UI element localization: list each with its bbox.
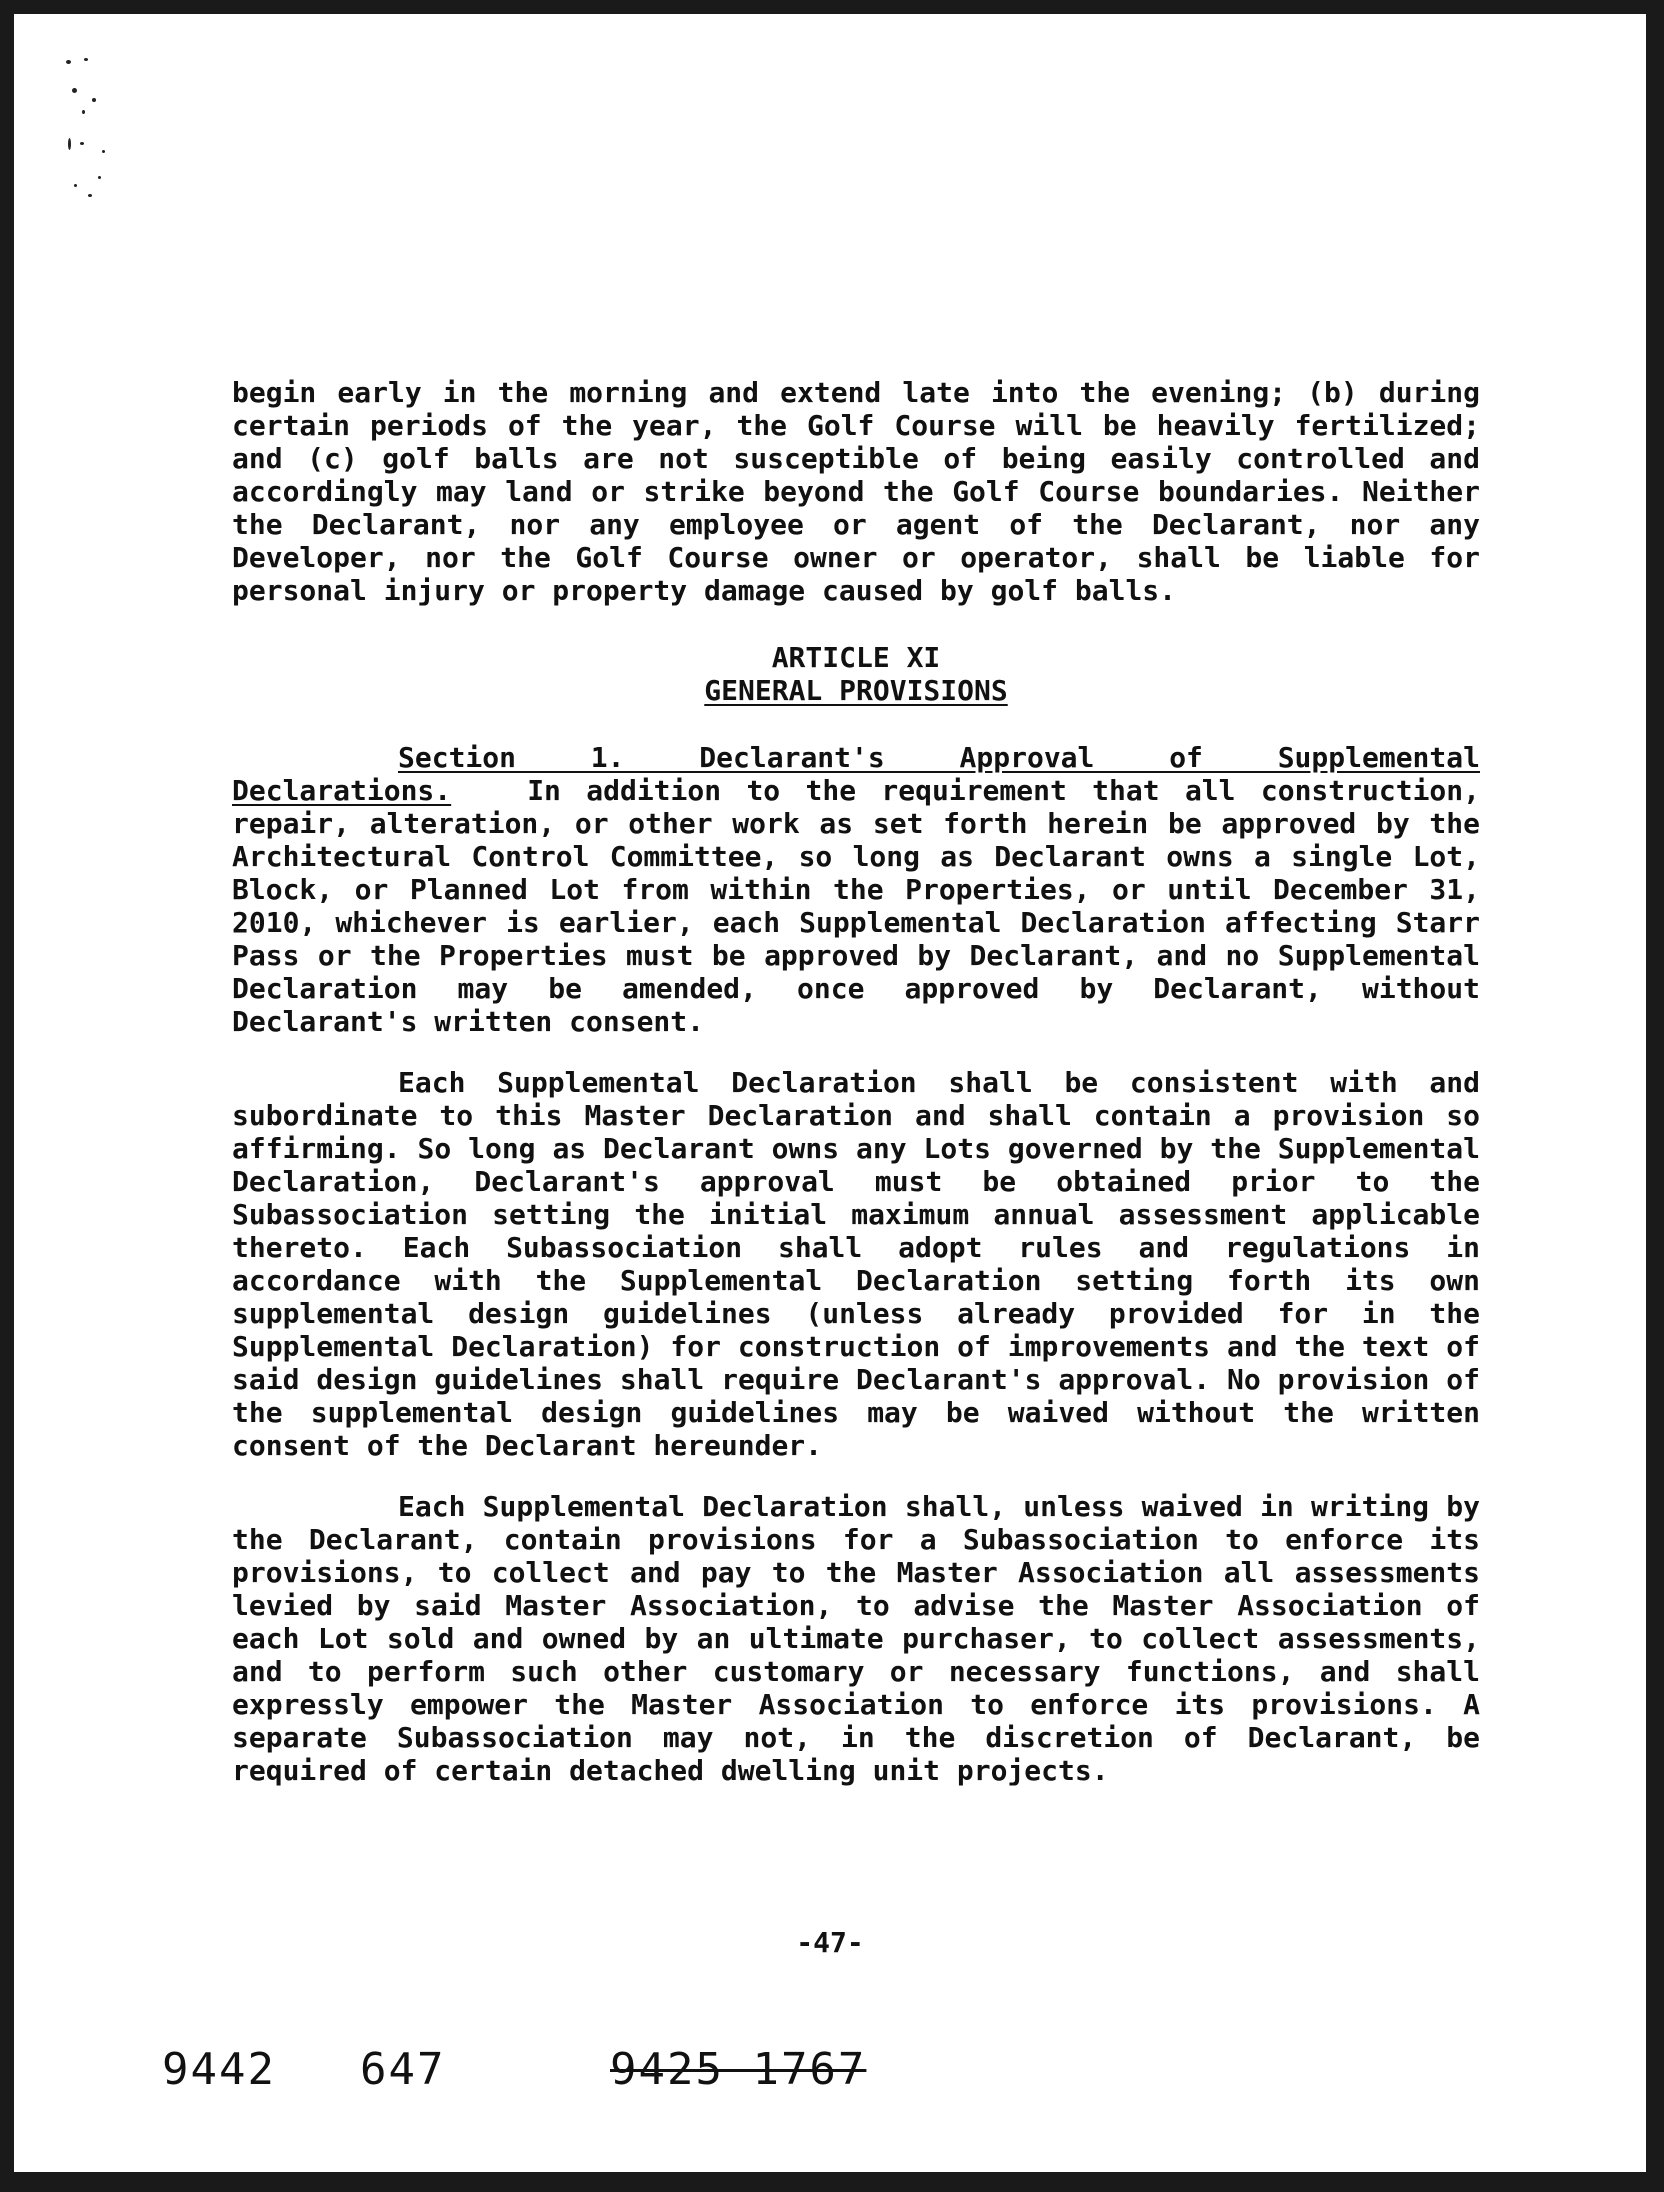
scan-speck xyxy=(82,110,85,114)
scan-speck xyxy=(68,138,71,150)
article-title: GENERAL PROVISIONS xyxy=(704,674,1008,707)
scan-speck xyxy=(88,194,92,197)
scan-speck xyxy=(72,88,77,93)
docket-stamp: 9442 xyxy=(162,2044,276,2095)
article-heading xyxy=(232,641,1480,707)
scan-speck xyxy=(92,98,96,102)
section-1-body: In addition to the requirement that all construction, repair, alteration, or other work as set forth herein be approved by the Architectural Control Committee, so long as Declarant owns a single Lot, Block, or Planned Lot from within the Properties, or until December 31, 2010, whichever is earlier, each Supplemental Declaration affecting Starr Pass or the Properties must be approved by Declarant, and no Supplemental Declaration may be amended, once approved by Declarant, without Declarant's written consent. xyxy=(232,774,1480,1038)
struck-reference-stamp: 9425 1767 xyxy=(610,2044,867,2095)
section-1-paragraph xyxy=(232,741,1480,1038)
article-number: ARTICLE XI xyxy=(771,641,941,674)
scan-speck xyxy=(66,60,71,64)
scan-noise xyxy=(62,54,182,254)
section-1-title: Section 1. Declarant's Approval of Supplemental Declarations. xyxy=(232,741,1480,807)
paragraph-2: Each Supplemental Declaration shall be consistent with and subordinate to this Master Declaration and shall contain a provision so affirming. So long as Declarant owns any Lots governed by the Supplemental Declaration, Declarant's approval must be obtained prior to the Subassociation setting the initial maximum annual assessment applicable thereto. Each Subassociation shall adopt rules and regulations in accordance with the Supplemental Declaration setting forth its own supplemental design guidelines (unless already provided for in the Supplemental Declaration) for construction of improvements and the text of said design guidelines shall require Declarant's approval. No provision of the supplemental design guidelines may be waived without the written consent of the Declarant hereunder. xyxy=(232,1066,1480,1462)
continued-paragraph: begin early in the morning and extend late into the evening; (b) during certain periods of the year, the Golf Course will be heavily fertilized; and (c) golf balls are not susceptible of being easily controlled and accordingly may land or strike beyond the Golf Course boundaries. Neither the Declarant, nor any employee or agent of the Declarant, nor any Developer, nor the Golf Course owner or operator, shall be liable for personal injury or property damage caused by golf balls. xyxy=(232,376,1480,607)
document-page xyxy=(14,14,1646,2172)
paragraph-3: Each Supplemental Declaration shall, unless waived in writing by the Declarant, contain provisions for a Subassociation to enforce its provisions, to collect and pay to the Master Association all assessments levied by said Master Association, to advise the Master Association of each Lot sold and owned by an ultimate purchaser, to collect assessments, and to perform such other customary or necessary functions, and shall expressly empower the Master Association to enforce its provisions. A separate Subassociation may not, in the discretion of Declarant, be required of certain detached dwelling unit projects. xyxy=(232,1490,1480,1787)
scan-speck xyxy=(84,58,88,61)
page-stamp: 647 xyxy=(360,2044,446,2095)
scan-speck xyxy=(74,184,77,187)
scan-speck xyxy=(102,150,105,153)
scan-speck xyxy=(98,176,101,179)
document-body xyxy=(232,376,1480,1787)
scan-speck xyxy=(80,142,84,145)
page-number: -47- xyxy=(796,1926,864,1959)
